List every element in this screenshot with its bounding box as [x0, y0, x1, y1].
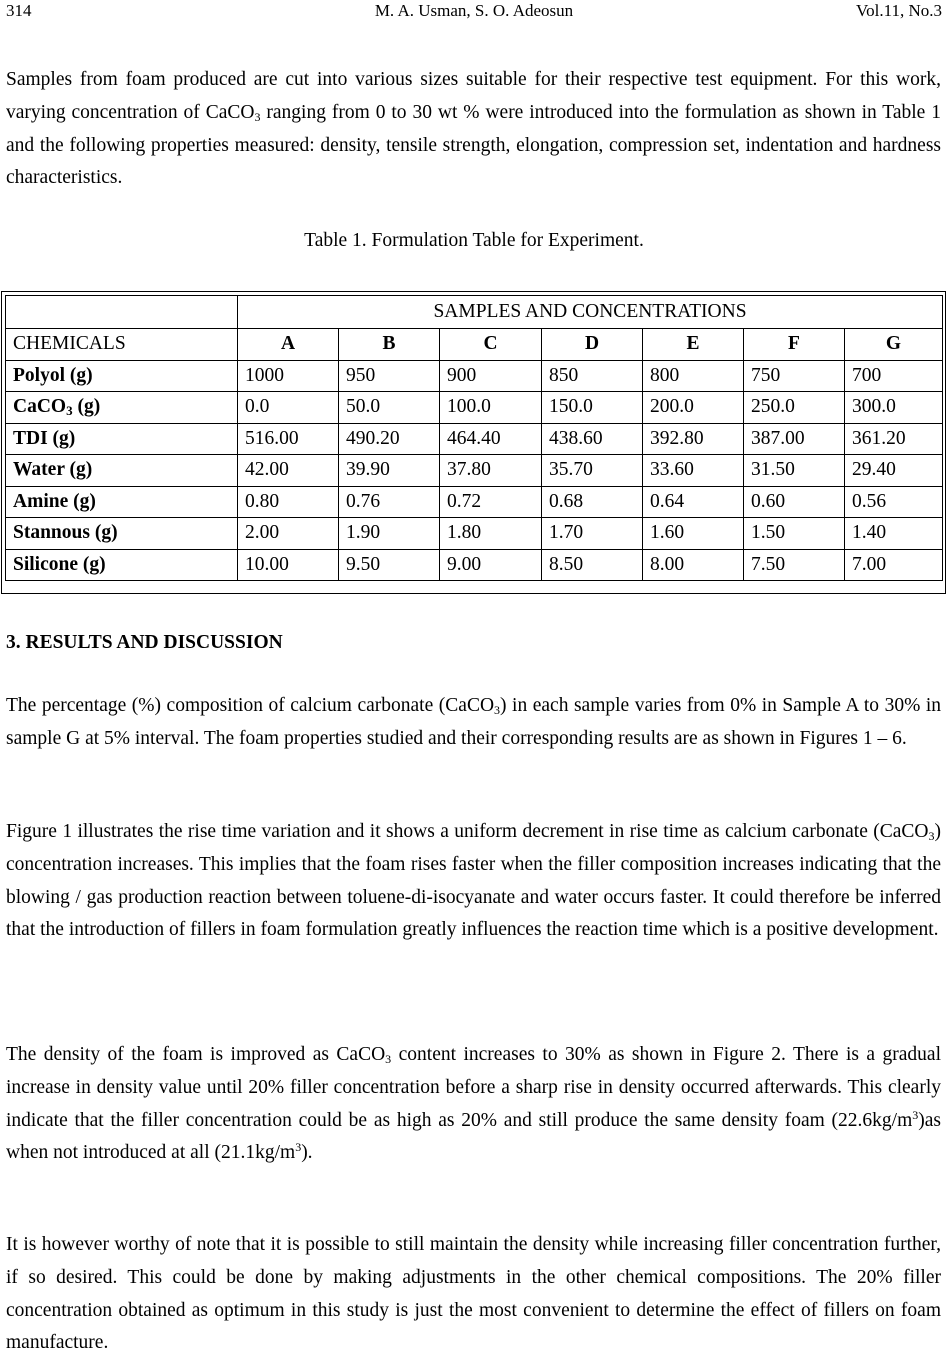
results-p2-text-1: Figure 1 illustrates the rise time variation and it shows a uniform decrement in rise time as calcium carbonate ( [6, 821, 880, 842]
table-cell: 1.80 [440, 518, 542, 550]
sample-header-d: D [542, 329, 643, 361]
unit-superscript: 3 [295, 1140, 302, 1155]
table-cell: 1.90 [339, 518, 440, 550]
table-cell: 800 [643, 360, 744, 392]
sample-header-c: C [440, 329, 542, 361]
table-cell: 33.60 [643, 455, 744, 487]
row-label-text: Water (g) [13, 459, 93, 481]
table-cell: 1.40 [845, 518, 943, 550]
table-cell: 900 [440, 360, 542, 392]
table-cell: 361.20 [845, 423, 943, 455]
results-p1-text-2: ) in each sample varies from 0% in Sample A to 30% in sample G at 5% interval. The foam properties studied and their corresponding results are as shown in Figures 1 – 6. [6, 695, 941, 749]
table-row [6, 455, 943, 487]
table-cell: 9.00 [440, 549, 542, 581]
results-p2-text-2: ) concentration increases. This implies that the foam rises faster when the filler composition increases indicating that the blowing / gas production reaction between toluene-di-isocyanate and water occurs faster. It could therefore be inferred that the introduction of fillers in foam formulation greatly influences the reaction time which is a positive development. [6, 821, 941, 941]
sample-header-b: B [339, 329, 440, 361]
results-paragraph-1 [6, 690, 941, 756]
table-cell: 42.00 [238, 455, 339, 487]
table-cell: 2.00 [238, 518, 339, 550]
table-cell: 387.00 [744, 423, 845, 455]
table-row [6, 518, 943, 550]
table-cell: 0.68 [542, 486, 643, 518]
intro-text-2: ranging from 0 to 30 wt % were introduced into the formulation as shown in Table 1 and the following properties measured: density, tensile strength, elongation, compression set, indentation and hardness characteristics. [6, 101, 941, 189]
page-number: 314 [6, 1, 32, 20]
table-header-row-1 [6, 296, 943, 329]
table-cell: 0.72 [440, 486, 542, 518]
section-heading: 3. RESULTS AND DISCUSSION [6, 632, 283, 653]
table-cell: 392.80 [643, 423, 744, 455]
table-cell: 850 [542, 360, 643, 392]
caco3-formula: CaCO [879, 821, 929, 842]
results-paragraph-2 [6, 816, 941, 947]
page-header [6, 0, 942, 24]
table-row [6, 549, 943, 581]
table-cell: 39.90 [339, 455, 440, 487]
results-p3-text-3: )as when not introduced at all (21.1kg/m [6, 1109, 941, 1164]
sample-header-a: A [238, 329, 339, 361]
table-cell: 0.64 [643, 486, 744, 518]
table-cell: 0.0 [238, 392, 339, 424]
table-row [6, 486, 943, 518]
table-cell: 490.20 [339, 423, 440, 455]
table-cell: 0.56 [845, 486, 943, 518]
table-cell: 1.70 [542, 518, 643, 550]
sample-header-g: G [845, 329, 943, 361]
sample-header-e: E [643, 329, 744, 361]
results-paragraph-4: It is however worthy of note that it is possible to still maintain the density while increasing filler concentration further, if so desired. This could be done by making adjustments in the other chemical compositions. The 20% filler concentration obtained as optimum in this study is just the most convenient to determine the effect of fillers on foam manufacture. [6, 1234, 941, 1354]
table-cell: 0.80 [238, 486, 339, 518]
row-label-text: Stannous (g) [13, 522, 118, 544]
table-cell: 8.50 [542, 549, 643, 581]
formula-subscript: 3 [928, 829, 935, 843]
row-label-text: Silicone (g) [13, 553, 106, 575]
formulation-table [5, 295, 943, 581]
table-cell: 700 [845, 360, 943, 392]
table-cell: 50.0 [339, 392, 440, 424]
results-p1-text-1: The percentage (%) composition of calcium carbonate ( [6, 695, 446, 716]
results-p3-text-1: The density of the foam is improved as [6, 1044, 337, 1065]
samples-header: SAMPLES AND CONCENTRATIONS [238, 296, 943, 329]
table-cell: 7.50 [744, 549, 845, 581]
row-label-subscript: 3 [66, 403, 73, 419]
row-label [6, 392, 238, 424]
row-label [6, 518, 238, 550]
table-header-row-2 [6, 329, 943, 361]
volume-issue: Vol.11, No.3 [856, 1, 942, 20]
table-cell: 200.0 [643, 392, 744, 424]
results-p3-text-2: content increases to 30% as shown in Figure 2. There is a gradual increase in density value until 20% filler concentration before a sharp rise in density occurred afterwards. This clearly indicate that the filler concentration could be as high as 20% and still produce the same density foam (22.6kg/m [6, 1044, 941, 1131]
table-cell: 464.40 [440, 423, 542, 455]
table-cell: 1000 [238, 360, 339, 392]
table-cell: 31.50 [744, 455, 845, 487]
row-label-text: Amine (g) [13, 490, 96, 512]
row-label-unit: (g) [72, 396, 101, 418]
table-cell: 1.60 [643, 518, 744, 550]
table-cell: 29.40 [845, 455, 943, 487]
row-label-text: CaCO [13, 396, 67, 418]
row-label [6, 486, 238, 518]
caco3-formula: CaCO [336, 1044, 386, 1065]
results-paragraph-3 [6, 1039, 941, 1170]
table-cell: 37.80 [440, 455, 542, 487]
table-cell: 950 [339, 360, 440, 392]
formula-subscript: 3 [254, 109, 261, 124]
intro-text-1: Samples from foam produced are cut into various sizes suitable for their respective test equipment. For this work, varying concentration of [6, 69, 941, 123]
row-label [6, 549, 238, 581]
table-cell: 250.0 [744, 392, 845, 424]
table-cell: 9.50 [339, 549, 440, 581]
table-cell: 300.0 [845, 392, 943, 424]
results-p3-text-4: ). [301, 1142, 313, 1164]
row-label-text: Polyol (g) [13, 364, 93, 386]
row-label [6, 423, 238, 455]
table-row [6, 392, 943, 424]
caco3-formula: CaCO [205, 101, 255, 123]
table-cell: 0.76 [339, 486, 440, 518]
table-cell: 438.60 [542, 423, 643, 455]
formula-subscript: 3 [494, 703, 501, 717]
table-cell: 1.50 [744, 518, 845, 550]
table-cell: 516.00 [238, 423, 339, 455]
table-cell: 8.00 [643, 549, 744, 581]
table-caption: Table 1. Formulation Table for Experiment. [304, 230, 644, 251]
row-label-text: TDI (g) [13, 427, 76, 449]
table-row [6, 423, 943, 455]
table-cell: 150.0 [542, 392, 643, 424]
caco3-formula: CaCO [445, 695, 495, 716]
table-frame [1, 291, 946, 594]
chemicals-header: CHEMICALS [6, 329, 238, 361]
formula-subscript: 3 [385, 1052, 392, 1066]
table-cell: 10.00 [238, 549, 339, 581]
table-row [6, 360, 943, 392]
table-cell: 0.60 [744, 486, 845, 518]
table-cell: 7.00 [845, 549, 943, 581]
running-authors: M. A. Usman, S. O. Adeosun [374, 1, 574, 20]
table-cell: 35.70 [542, 455, 643, 487]
sample-header-f: F [744, 329, 845, 361]
table-cell: 750 [744, 360, 845, 392]
table-cell: 100.0 [440, 392, 542, 424]
row-label [6, 455, 238, 487]
unit-superscript: 3 [912, 1107, 919, 1122]
intro-paragraph [6, 64, 941, 195]
empty-corner-cell [6, 296, 238, 329]
row-label [6, 360, 238, 392]
